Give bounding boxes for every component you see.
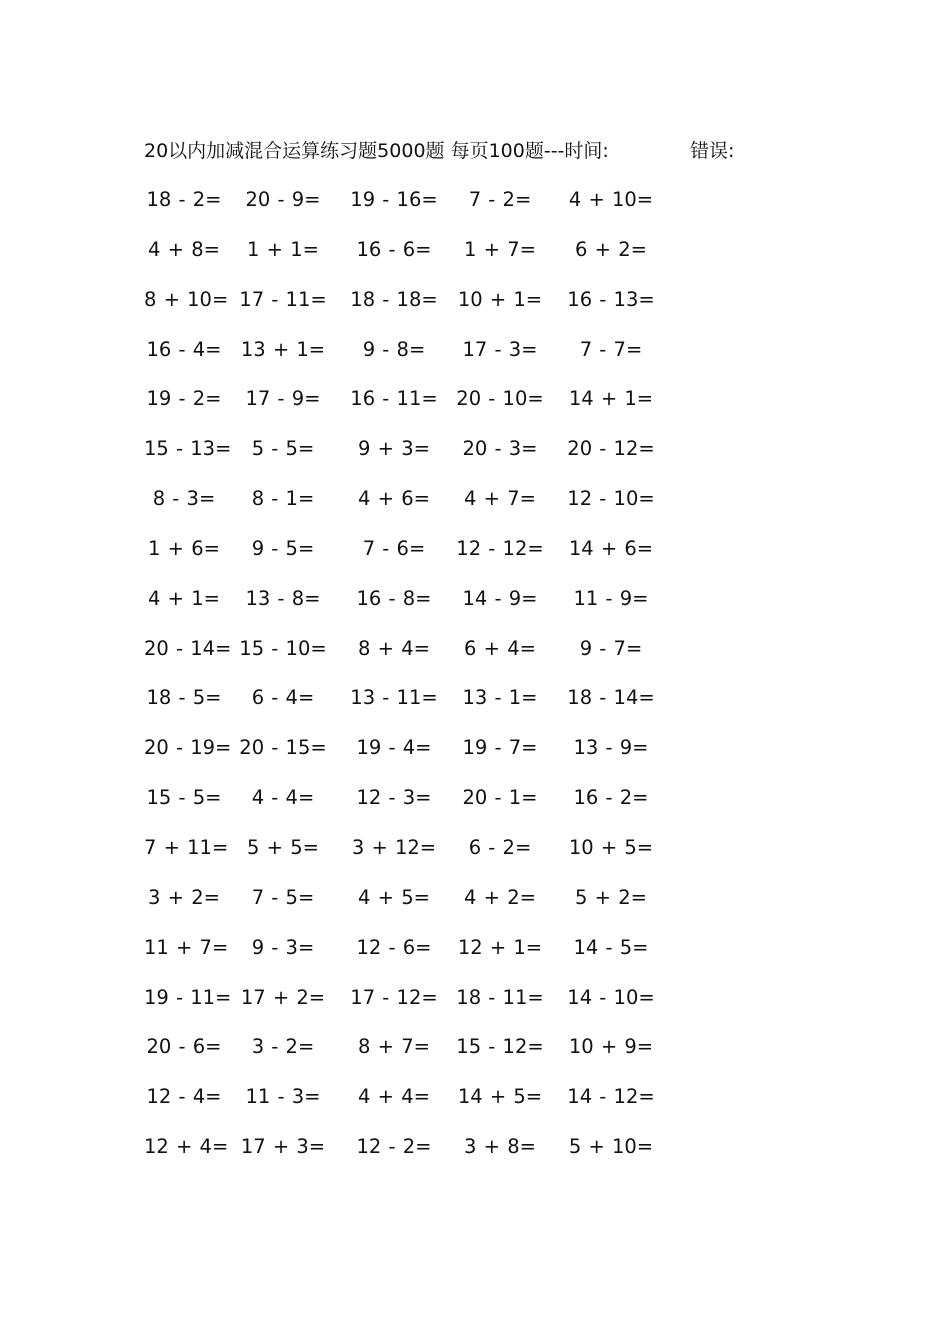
problem-item: 3 + 12= [351, 835, 437, 859]
problem-item: 13 + 1= [240, 337, 326, 361]
problem-item: 4 + 4= [358, 1085, 430, 1109]
problem-item: 18 - 11= [456, 985, 544, 1009]
problem-item: 16 - 11= [350, 387, 438, 411]
problem-item: 11 - 3= [245, 1085, 321, 1109]
problem-item: 12 + 1= [457, 935, 543, 959]
problem-item: 12 + 4= [144, 1135, 229, 1159]
problem-item: 8 + 10= [144, 287, 229, 311]
problem-item: 9 + 3= [358, 437, 430, 461]
problem-item: 6 - 4= [251, 686, 315, 710]
problem-item: 20 - 1= [462, 786, 538, 810]
problem-item: 3 - 2= [251, 1035, 315, 1059]
problem-item: 7 - 6= [362, 536, 426, 560]
problem-item: 17 - 11= [239, 287, 327, 311]
problem-item: 17 - 3= [462, 337, 538, 361]
problem-row [144, 287, 704, 337]
worksheet-title: 20以内加减混合运算练习题5000题 每页100题---时间: [144, 140, 609, 162]
problem-row [144, 386, 704, 436]
problem-item: 7 + 11= [144, 835, 229, 859]
problem-item: 15 - 10= [239, 636, 327, 660]
problem-item: 18 - 5= [146, 686, 222, 710]
errors-label: 错误: [690, 140, 735, 162]
problem-item: 12 - 2= [356, 1135, 432, 1159]
problem-item: 20 - 19= [144, 736, 232, 760]
problem-row [144, 885, 704, 935]
problem-item: 16 - 4= [146, 337, 222, 361]
problem-row [144, 785, 704, 835]
problem-row [144, 935, 704, 985]
problem-item: 4 + 1= [148, 586, 220, 610]
problem-item: 4 + 10= [568, 188, 654, 211]
problem-item: 6 + 2= [575, 237, 647, 261]
problem-item: 17 + 2= [240, 985, 326, 1009]
problem-item: 18 - 14= [567, 686, 655, 710]
problem-item: 10 + 5= [568, 835, 654, 859]
problem-item: 20 - 6= [146, 1035, 222, 1059]
problem-item: 8 - 3= [152, 487, 216, 511]
problem-item: 16 - 2= [573, 786, 649, 810]
problem-item: 16 - 6= [356, 237, 432, 261]
problem-item: 19 - 11= [144, 985, 232, 1009]
problem-row [144, 685, 704, 735]
problem-row [144, 237, 704, 287]
problem-item: 14 + 5= [457, 1085, 543, 1109]
problem-item: 20 - 14= [144, 636, 232, 660]
problem-item: 7 - 2= [468, 188, 532, 211]
problem-item: 11 - 9= [573, 586, 649, 610]
problem-item: 18 - 18= [350, 287, 438, 311]
problem-item: 15 - 5= [146, 786, 222, 810]
problem-item: 1 + 6= [148, 536, 220, 560]
problem-item: 8 - 1= [251, 487, 315, 511]
problem-item: 1 + 7= [464, 237, 536, 261]
problem-item: 18 - 2= [146, 188, 222, 211]
problem-grid [144, 187, 704, 1184]
problem-item: 1 + 1= [247, 237, 319, 261]
problem-item: 14 - 5= [573, 935, 649, 959]
problem-item: 14 - 12= [567, 1085, 655, 1109]
problem-item: 4 + 8= [148, 237, 220, 261]
problem-item: 4 + 2= [464, 885, 536, 909]
problem-item: 4 + 5= [358, 885, 430, 909]
problem-item: 12 - 10= [567, 487, 655, 511]
problem-row [144, 1134, 704, 1184]
problem-item: 19 - 4= [356, 736, 432, 760]
problem-item: 16 - 13= [567, 287, 655, 311]
problem-item: 4 - 4= [251, 786, 315, 810]
problem-item: 20 - 12= [567, 437, 655, 461]
problem-item: 8 + 4= [358, 636, 430, 660]
problem-item: 17 - 9= [245, 387, 321, 411]
problem-item: 9 - 3= [251, 935, 315, 959]
problem-item: 6 + 4= [464, 636, 536, 660]
problem-row [144, 436, 704, 486]
problem-item: 8 + 7= [358, 1035, 430, 1059]
problem-row [144, 536, 704, 586]
problem-row [144, 1034, 704, 1084]
problem-row [144, 985, 704, 1035]
problem-row [144, 735, 704, 785]
problem-item: 12 - 12= [456, 536, 544, 560]
problem-item: 10 + 9= [568, 1035, 654, 1059]
problem-item: 4 + 6= [358, 487, 430, 511]
problem-item: 15 - 13= [144, 437, 232, 461]
problem-item: 5 + 10= [568, 1135, 654, 1159]
problem-item: 9 - 7= [579, 636, 643, 660]
problem-item: 20 - 3= [462, 437, 538, 461]
problem-item: 20 - 9= [245, 188, 321, 211]
problem-item: 13 - 1= [462, 686, 538, 710]
worksheet-header [144, 138, 735, 164]
problem-item: 14 + 6= [568, 536, 654, 560]
problem-item: 12 - 3= [356, 786, 432, 810]
problem-row [144, 586, 704, 636]
problem-item: 13 - 9= [573, 736, 649, 760]
problem-item: 7 - 5= [251, 885, 315, 909]
problem-item: 9 - 8= [362, 337, 426, 361]
problem-item: 5 + 5= [247, 835, 319, 859]
problem-item: 9 - 5= [251, 536, 315, 560]
problem-item: 13 - 11= [350, 686, 438, 710]
problem-item: 20 - 15= [239, 736, 327, 760]
problem-item: 17 + 3= [240, 1135, 326, 1159]
problem-item: 14 - 10= [567, 985, 655, 1009]
problem-item: 4 + 7= [464, 487, 536, 511]
problem-item: 7 - 7= [579, 337, 643, 361]
problem-item: 19 - 16= [350, 188, 438, 211]
problem-item: 14 - 9= [462, 586, 538, 610]
problem-item: 19 - 7= [462, 736, 538, 760]
problem-row [144, 187, 704, 237]
problem-item: 13 - 8= [245, 586, 321, 610]
problem-row [144, 486, 704, 536]
problem-item: 12 - 6= [356, 935, 432, 959]
problem-row [144, 337, 704, 387]
problem-row [144, 835, 704, 885]
problem-row [144, 636, 704, 686]
problem-item: 5 + 2= [575, 885, 647, 909]
problem-item: 19 - 2= [146, 387, 222, 411]
problem-item: 17 - 12= [350, 985, 438, 1009]
problem-item: 6 - 2= [468, 835, 532, 859]
problem-item: 10 + 1= [457, 287, 543, 311]
problem-item: 20 - 10= [456, 387, 544, 411]
problem-item: 5 - 5= [251, 437, 315, 461]
problem-item: 3 + 8= [464, 1135, 536, 1159]
problem-item: 14 + 1= [568, 387, 654, 411]
problem-item: 12 - 4= [146, 1085, 222, 1109]
problem-item: 16 - 8= [356, 586, 432, 610]
problem-row [144, 1084, 704, 1134]
problem-item: 3 + 2= [148, 885, 220, 909]
problem-item: 15 - 12= [456, 1035, 544, 1059]
problem-item: 11 + 7= [144, 935, 229, 959]
